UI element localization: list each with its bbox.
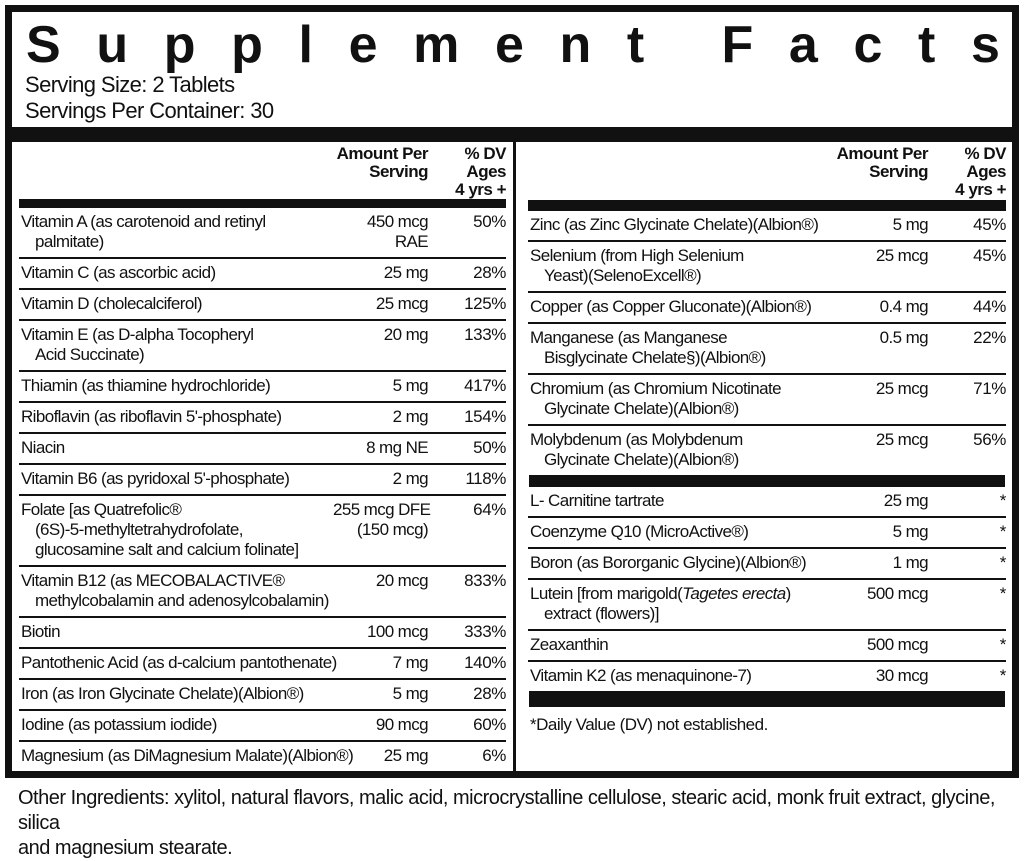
nutrient-dv: 140% [464, 653, 506, 672]
title-letter: p [231, 16, 261, 74]
nutrient-amount-line: (150 mcg) [356, 520, 428, 539]
nutrient-name-line: Selenium (from High Selenium [530, 246, 744, 265]
nutrient-amount-line: 5 mg [392, 376, 428, 395]
title-letter: t [626, 16, 643, 74]
nutrient-dv: 44% [973, 297, 1006, 316]
servings-per-container: Servings Per Container: 30 [25, 98, 274, 123]
nutrient-amount-line: 25 mg [383, 263, 428, 282]
nutrient-amount [833, 215, 928, 235]
nutrient-amount-line: 5 mg [892, 215, 928, 234]
nutrient-name [530, 297, 833, 317]
nutrient-dv: 133% [464, 325, 506, 344]
nutrient-name-line: Thiamin (as thiamine hydrochloride) [21, 376, 271, 395]
header-divider-bar [12, 127, 1012, 142]
nutrient-row [528, 291, 1006, 322]
nutrient-name-line: Iodine (as potassium iodide) [21, 715, 217, 734]
nutrient-amount [333, 212, 428, 252]
nutrient-amount [333, 684, 428, 704]
title-letter: F [721, 16, 752, 74]
nutrient-row [19, 678, 506, 709]
nutrient-name-line: Zinc (as Zinc Glycinate Chelate)(Albion®) [530, 215, 819, 234]
nutrient-name-line: Chromium (as Chromium Nicotinate [530, 379, 781, 398]
title-letter: l [298, 16, 311, 74]
nutrient-amount-line: 25 mg [383, 746, 428, 765]
nutrient-name [530, 379, 833, 419]
nutrient-dv: * [999, 666, 1006, 685]
amount-per-serving-header: Amount Per Serving [836, 144, 928, 181]
nutrient-name-line: Vitamin D (cholecalciferol) [21, 294, 202, 313]
nutrient-amount [333, 294, 428, 314]
nutrient-name-line: Vitamin B6 (as pyridoxal 5'-phosphate) [21, 469, 290, 488]
nutrient-name [530, 430, 833, 470]
nutrient-name [21, 746, 354, 766]
title-letter: p [163, 16, 194, 74]
title-letter: u [96, 16, 127, 74]
nutrient-amount [333, 438, 428, 458]
nutrient-row [528, 578, 1006, 629]
nutrient-amount [333, 325, 428, 345]
nutrient-amount-line: 20 mcg [375, 571, 428, 590]
nutrient-name-line: (6S)-5-methyltetrahydrofolate, [35, 520, 243, 539]
nutrient-row [528, 516, 1006, 547]
nutrient-name-line: Riboflavin (as riboflavin 5'-phosphate) [21, 407, 282, 426]
nutrient-amount [333, 622, 428, 642]
nutrient-name-segment: ) [785, 584, 791, 603]
nutrient-name [21, 571, 333, 611]
nutrient-amount [833, 584, 928, 604]
nutrient-row [19, 463, 506, 494]
nutrient-amount-line: RAE [394, 232, 428, 251]
nutrient-rows-right-dv [528, 211, 1006, 475]
nutrient-amount [833, 379, 928, 399]
nutrient-name-line: Glycinate Chelate)(Albion®) [544, 399, 739, 418]
nutrient-dv: 50% [473, 212, 506, 231]
nutrient-name [21, 325, 333, 365]
column-header-right [528, 142, 1006, 200]
nutrient-name-line: glucosamine salt and calcium folinate] [35, 540, 299, 559]
column-header-left [19, 142, 506, 199]
nutrient-amount [333, 653, 428, 673]
other-ingredients-line: and magnesium stearate. [18, 837, 233, 859]
title-letter: a [788, 16, 816, 74]
nutrient-row [19, 319, 506, 370]
nutrient-amount-line: 5 mg [392, 684, 428, 703]
title-letter: t [917, 16, 934, 74]
nutrient-amount [833, 635, 928, 655]
nutrient-row [19, 616, 506, 647]
nutrient-name-line: Zeaxanthin [530, 635, 609, 654]
nutrient-dv: 22% [973, 328, 1006, 347]
column-header-bar [528, 200, 1006, 211]
nutrient-amount [333, 500, 431, 540]
nutrient-amount [833, 491, 928, 511]
nutrient-name [21, 622, 333, 642]
nutrient-dv: 45% [973, 215, 1006, 234]
title-letter: c [853, 16, 881, 74]
footnote-divider-bar [529, 691, 1005, 707]
nutrient-amount-line: 2 mg [392, 407, 428, 426]
nutrient-row [19, 208, 506, 257]
nutrient-row [19, 709, 506, 740]
nutrient-amount-line: 25 mg [883, 491, 928, 510]
nutrient-name [530, 666, 833, 686]
column-header-bar [19, 199, 506, 208]
nutrient-amount-line: 90 mcg [375, 715, 428, 734]
nutrient-row [528, 629, 1006, 660]
nutrient-name [530, 246, 833, 286]
nutrient-row [19, 432, 506, 463]
nutrient-row [528, 240, 1006, 291]
section-divider-bar [529, 475, 1005, 487]
nutrient-dv: * [999, 491, 1006, 510]
nutrient-table [12, 142, 1012, 771]
nutrient-amount [833, 430, 928, 450]
nutrient-amount-line: 1 mg [892, 553, 928, 572]
nutrient-name-line: Niacin [21, 438, 65, 457]
nutrient-dv: 417% [464, 376, 506, 395]
nutrient-row [19, 647, 506, 678]
nutrient-name [21, 438, 333, 458]
title-letter: S [26, 16, 59, 74]
percent-dv-header: % DV Ages 4 yrs + [955, 144, 1006, 199]
nutrient-amount-line: 0.4 mg [879, 297, 928, 316]
nutrient-dv: 6% [482, 746, 506, 765]
nutrient-amount-line: 25 mcg [875, 379, 928, 398]
title-letter: n [559, 16, 590, 74]
nutrient-name-line: Molybdenum (as Molybdenum [530, 430, 743, 449]
percent-dv-header: % DV Ages 4 yrs + [455, 144, 506, 199]
nutrient-amount-line: 500 mcg [866, 635, 928, 654]
nutrient-row [19, 494, 506, 565]
nutrient-name-line [530, 584, 833, 604]
nutrient-name [21, 684, 333, 704]
nutrient-amount [333, 376, 428, 396]
nutrient-name-line: Yeast)(SelenoExcell®) [544, 266, 702, 285]
nutrient-amount [833, 297, 928, 317]
supplement-facts-title [12, 12, 1012, 74]
nutrient-row [19, 288, 506, 319]
nutrient-dv: 333% [464, 622, 506, 641]
nutrient-dv: 833% [464, 571, 506, 590]
nutrient-name-line: Boron (as Bororganic Glycine)(Albion®) [530, 553, 807, 572]
title-letter: s [970, 16, 998, 74]
nutrient-dv: 50% [473, 438, 506, 457]
nutrient-name-line: Vitamin C (as ascorbic acid) [21, 263, 216, 282]
nutrient-name-line: Manganese (as Manganese [530, 328, 727, 347]
nutrient-name [530, 522, 833, 542]
nutrient-amount [333, 469, 428, 489]
nutrient-name-segment: Tagetes erecta [682, 584, 786, 603]
nutrient-name [21, 376, 333, 396]
nutrient-name-line: Copper (as Copper Gluconate)(Albion®) [530, 297, 812, 316]
nutrient-amount [333, 746, 428, 766]
supplement-facts-panel [5, 5, 1019, 778]
nutrient-amount [333, 715, 428, 735]
nutrient-dv: * [999, 522, 1006, 541]
nutrient-amount [333, 407, 428, 427]
nutrient-amount-line: 2 mg [392, 469, 428, 488]
other-ingredients-line: Other Ingredients: xylitol, natural flavors, malic acid, microcrystalline cellulose, stearic acid, monk fruit extract, glycine, silica [18, 787, 995, 834]
nutrient-amount-line: 500 mcg [866, 584, 928, 603]
nutrient-name [21, 407, 333, 427]
nutrient-row [19, 370, 506, 401]
nutrient-amount [333, 263, 428, 283]
nutrient-amount [833, 553, 928, 573]
nutrient-dv: 28% [473, 263, 506, 282]
nutrient-name-line: Acid Succinate) [35, 345, 145, 364]
nutrient-name [530, 328, 833, 368]
nutrient-dv: 45% [973, 246, 1006, 265]
nutrient-dv: 118% [465, 469, 506, 488]
nutrient-name [21, 294, 333, 314]
nutrient-name-line: Magnesium (as DiMagnesium Malate)(Albion®) [21, 746, 354, 765]
nutrient-name-line: Pantothenic Acid (as d-calcium pantothenate) [21, 653, 337, 672]
nutrient-name-line: Vitamin E (as D-alpha Tocopheryl [21, 325, 254, 344]
serving-size: Serving Size: 2 Tablets [25, 72, 235, 97]
nutrient-name-line: Coenzyme Q10 (MicroActive®) [530, 522, 749, 541]
nutrient-rows-right-nodv [528, 487, 1006, 691]
nutrient-amount-line: 20 mg [383, 325, 428, 344]
nutrient-dv: * [999, 553, 1006, 572]
nutrient-name-line: Folate [as Quatrefolic® [21, 500, 182, 519]
nutrient-amount-line: 30 mcg [875, 666, 928, 685]
nutrient-amount [833, 328, 928, 348]
nutrient-name-line: L- Carnitine tartrate [530, 491, 664, 510]
nutrient-dv: * [999, 584, 1006, 603]
nutrient-dv: 154% [464, 407, 506, 426]
nutrient-dv: * [999, 635, 1006, 654]
nutrient-name-line: Vitamin K2 (as menaquinone-7) [530, 666, 752, 685]
nutrient-row [528, 322, 1006, 373]
nutrient-name-line: Glycinate Chelate)(Albion®) [544, 450, 739, 469]
title-letter: m [413, 16, 458, 74]
nutrient-row [19, 740, 506, 771]
nutrient-row [528, 373, 1006, 424]
nutrient-row [19, 401, 506, 432]
nutrient-name-line: extract (flowers)] [544, 604, 659, 623]
nutrient-name [530, 584, 833, 624]
nutrient-name-line: palmitate) [35, 232, 104, 251]
nutrient-name [530, 215, 833, 235]
nutrient-dv: 28% [473, 684, 506, 703]
nutrient-row [528, 660, 1006, 691]
nutrient-name [21, 500, 333, 560]
nutrient-name [21, 653, 337, 673]
nutrient-row [528, 487, 1006, 516]
nutrient-name [21, 469, 333, 489]
nutrient-name [21, 212, 333, 252]
nutrient-name-line: Vitamin B12 (as MECOBALACTIVE® [21, 571, 285, 590]
nutrient-column-left [12, 142, 516, 771]
amount-per-serving-header: Amount Per Serving [336, 144, 428, 181]
nutrient-amount-line: 100 mcg [366, 622, 428, 641]
title-letter: e [348, 16, 376, 74]
other-ingredients [18, 786, 1008, 861]
nutrient-amount-line: 8 mg NE [366, 438, 428, 457]
nutrient-row [528, 547, 1006, 578]
nutrient-dv: 71% [973, 379, 1006, 398]
dv-footnote: *Daily Value (DV) not established. [530, 715, 768, 734]
nutrient-name-segment: Lutein [from marigold( [530, 584, 683, 603]
nutrient-amount-line: 5 mg [892, 522, 928, 541]
nutrient-rows-left [19, 208, 506, 771]
nutrient-amount [333, 571, 428, 591]
nutrient-dv: 125% [464, 294, 506, 313]
nutrient-name-line: Biotin [21, 622, 60, 641]
nutrient-dv: 64% [473, 500, 506, 519]
nutrient-name [530, 491, 833, 511]
nutrient-amount-line: 25 mcg [375, 294, 428, 313]
nutrient-amount-line: 0.5 mg [879, 328, 928, 347]
nutrient-name-line: Bisglycinate Chelate§)(Albion®) [544, 348, 766, 367]
nutrient-amount [833, 522, 928, 542]
nutrient-name-line: methylcobalamin and adenosylcobalamin) [35, 591, 329, 610]
nutrient-name [21, 715, 333, 735]
nutrient-amount-line: 25 mcg [875, 430, 928, 449]
nutrient-name-line: Iron (as Iron Glycinate Chelate)(Albion®) [21, 684, 304, 703]
nutrient-row [528, 424, 1006, 475]
nutrient-amount [833, 246, 928, 266]
nutrient-dv: 56% [973, 430, 1006, 449]
nutrient-amount-line: 7 mg [392, 653, 428, 672]
nutrient-row [19, 565, 506, 616]
nutrient-row [19, 257, 506, 288]
nutrient-dv: 60% [473, 715, 506, 734]
nutrient-amount [833, 666, 928, 686]
nutrient-amount-line: 255 mcg DFE [333, 500, 431, 519]
nutrient-name [530, 553, 833, 573]
serving-info [12, 70, 1012, 124]
nutrient-name-line: Vitamin A (as carotenoid and retinyl [21, 212, 266, 231]
nutrient-column-right [516, 142, 1012, 771]
title-letter: e [494, 16, 522, 74]
nutrient-amount-line: 25 mcg [875, 246, 928, 265]
nutrient-name [530, 635, 833, 655]
nutrient-amount-line: 450 mcg [366, 212, 428, 231]
nutrient-row [528, 211, 1006, 240]
nutrient-name [21, 263, 333, 283]
